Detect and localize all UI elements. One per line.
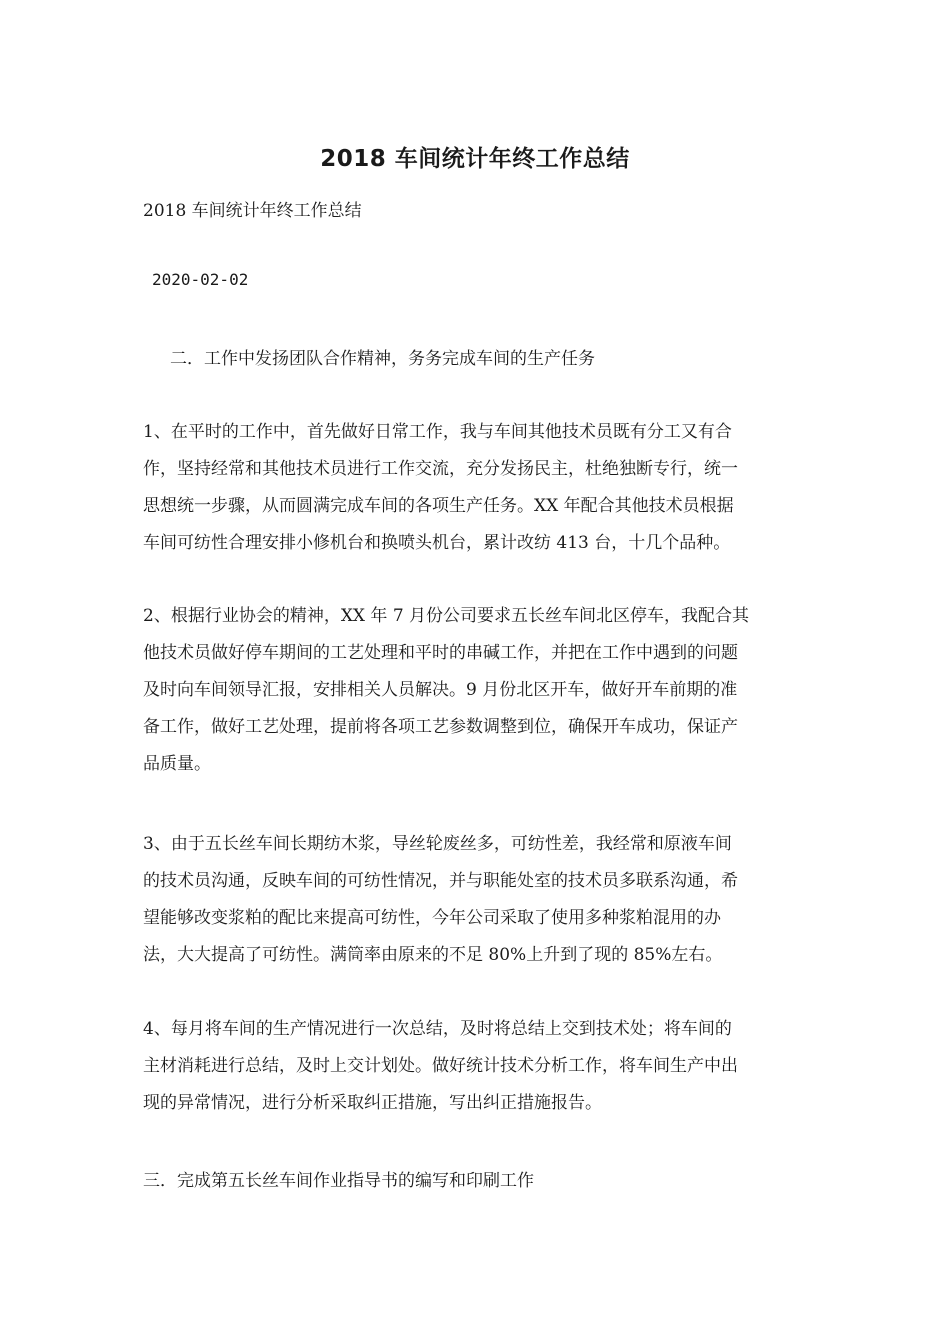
paragraph-line: 的技术员沟通，反映车间的可纺性情况，并与职能处室的技术员多联系沟通，希	[143, 871, 738, 891]
paragraph-line: 思想统一步骤，从而圆满完成车间的各项生产任务。XX 年配合其他技术员根据	[143, 496, 734, 516]
paragraph-line: 车间可纺性合理安排小修机台和换喷头机台，累计改纺 413 台，十几个品种。	[143, 533, 731, 553]
paragraph-line: 1、在平时的工作中，首先做好日常工作，我与车间其他技术员既有分工又有合	[143, 422, 732, 442]
paragraph-line: 他技术员做好停车期间的工艺处理和平时的串碱工作，并把在工作中遇到的问题	[143, 643, 738, 663]
paragraph-line: 品质量。	[143, 754, 211, 774]
paragraph-line: 4、每月将车间的生产情况进行一次总结，及时将总结上交到技术处；将车间的	[143, 1019, 732, 1039]
paragraph-line: 现的异常情况，进行分析采取纠正措施，写出纠正措施报告。	[143, 1093, 602, 1113]
paragraph-line: 备工作，做好工艺处理，提前将各项工艺参数调整到位，确保开车成功，保证产	[143, 717, 738, 737]
document-date: 2020-02-02	[152, 270, 249, 289]
paragraph-line: 3、由于五长丝车间长期纺木浆，导丝轮废丝多，可纺性差，我经常和原液车间	[143, 834, 732, 854]
paragraph-line: 作，坚持经常和其他技术员进行工作交流，充分发扬民主，杜绝独断专行，统一	[143, 459, 738, 479]
paragraph-1	[143, 414, 811, 562]
paragraph-line: 2、根据行业协会的精神，XX 年 7 月份公司要求五长丝车间北区停车，我配合其	[143, 606, 750, 626]
paragraph-line: 望能够改变浆粕的配比来提高可纺性，今年公司采取了使用多种浆粕混用的办	[143, 908, 721, 928]
section-heading-2: 二．工作中发扬团队合作精神，务务完成车间的生产任务	[170, 349, 595, 369]
paragraph-4	[143, 1011, 811, 1122]
document-subtitle: 2018 车间统计年终工作总结	[143, 201, 362, 221]
paragraph-2	[143, 598, 811, 783]
section-heading-3: 三．完成第五长丝车间作业指导书的编写和印刷工作	[143, 1171, 534, 1191]
paragraph-line: 主材消耗进行总结，及时上交计划处。做好统计技术分析工作，将车间生产中出	[143, 1056, 738, 1076]
paragraph-3	[143, 826, 811, 974]
document-title: 2018 车间统计年终工作总结	[320, 146, 630, 172]
paragraph-line: 法，大大提高了可纺性。满筒率由原来的不足 80%上升到了现的 85%左右。	[143, 945, 723, 965]
paragraph-line: 及时向车间领导汇报，安排相关人员解决。9 月份北区开车，做好开车前期的准	[143, 680, 738, 700]
